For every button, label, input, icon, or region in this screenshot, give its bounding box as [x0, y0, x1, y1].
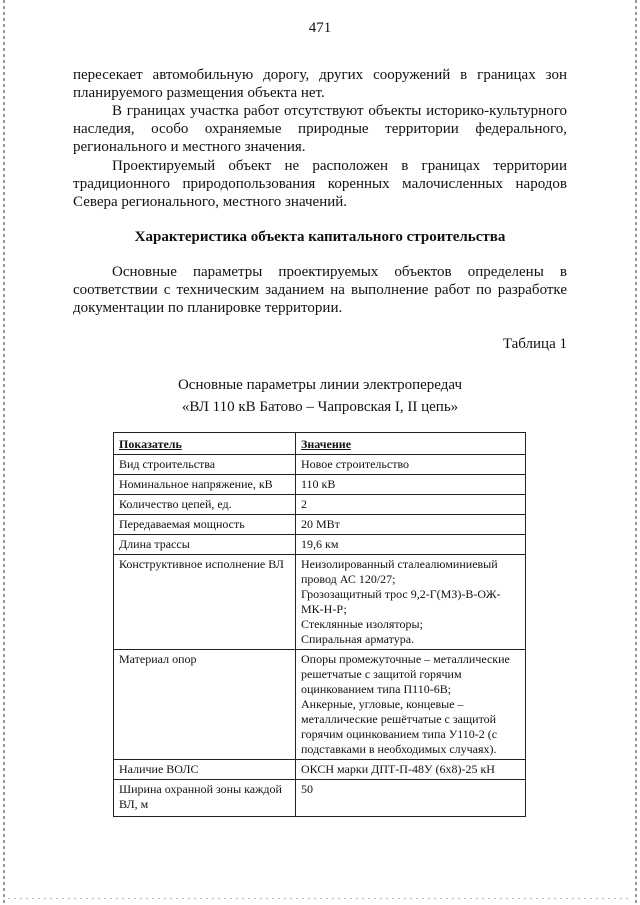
table-header-row	[114, 433, 526, 455]
row-value: 50	[296, 780, 526, 817]
section-heading: Характеристика объекта капитального строительства	[134, 229, 506, 245]
scan-right-edge	[635, 0, 637, 905]
row-label: Конструктивное исполнение ВЛ	[114, 555, 296, 650]
row-value: 110 кВ	[296, 475, 526, 495]
row-label: Наличие ВОЛС	[114, 760, 296, 780]
table-row	[114, 455, 526, 475]
table-row	[114, 760, 526, 780]
caption-line-1: Основные параметры линии электропередач	[177, 377, 463, 393]
table-row	[114, 535, 526, 555]
value-line: Опоры промежуточные – металлические решетчатые с защитой горячим оцинкованием типа П110-6В;	[301, 652, 510, 696]
paragraph-parameters: Основные параметры проектируемых объектов определены в соответствии с техническим заданием на выполнение работ по разработке документации по планировке территории.	[73, 264, 567, 316]
value-line: Неизолированный сталеалюминиевый провод АС 120/27;	[301, 557, 498, 586]
row-label: Вид строительства	[114, 455, 296, 475]
row-label: Номинальное напряжение, кВ	[114, 475, 296, 495]
row-label: Ширина охранной зоны каждой ВЛ, м	[114, 780, 296, 817]
row-value: ОКСН марки ДПТ-П-48У (6х8)-25 кН	[296, 760, 526, 780]
paragraph-heritage: В границах участка работ отсутствуют объекты историко-культурного наследия, особо охраняемые природные территории федерального, регионального и местного значения.	[73, 103, 567, 155]
table-row	[114, 555, 526, 650]
row-value	[296, 650, 526, 760]
page-number: 471	[308, 20, 332, 36]
scan-bottom-edge	[8, 898, 632, 899]
table-label: Таблица 1	[502, 336, 567, 352]
value-line: Стеклянные изоляторы;	[301, 617, 423, 631]
row-label: Материал опор	[114, 650, 296, 760]
row-value: Новое строительство	[296, 455, 526, 475]
paragraph-territory: Проектируемый объект не расположен в границах территории традиционного природопользования коренных малочисленных народов Севера регионального, местного значений.	[73, 158, 567, 210]
caption-line-2: «ВЛ 110 кВ Батово – Чапровская I, II цепь»	[181, 399, 459, 415]
table-caption	[0, 374, 640, 418]
table-row	[114, 515, 526, 535]
scan-left-edge	[3, 0, 5, 905]
value-line: Анкерные, угловые, концевые – металлические решётчатые с защитой горячим оцинкованием типа У110-2 (с подставками в необходимых случаях).	[301, 697, 498, 756]
row-label: Длина трассы	[114, 535, 296, 555]
row-value: 20 МВт	[296, 515, 526, 535]
row-label: Передаваемая мощность	[114, 515, 296, 535]
row-value: 19,6 км	[296, 535, 526, 555]
header-value: Значение	[296, 433, 526, 455]
table-row	[114, 475, 526, 495]
parameters-table	[113, 432, 526, 817]
header-indicator: Показатель	[114, 433, 296, 455]
table-row	[114, 495, 526, 515]
row-value	[296, 555, 526, 650]
table-row	[114, 780, 526, 817]
value-line: Спиральная арматура.	[301, 632, 415, 646]
paragraph-continuation: пересекает автомобильную дорогу, других сооружений в границах зон планируемого размещения объекта нет.	[73, 67, 567, 101]
row-label: Количество цепей, ед.	[114, 495, 296, 515]
table-row	[114, 650, 526, 760]
value-line: Грозозащитный трос 9,2-Г(МЗ)-В-ОЖ-МК-Н-Р;	[301, 587, 501, 616]
row-value: 2	[296, 495, 526, 515]
